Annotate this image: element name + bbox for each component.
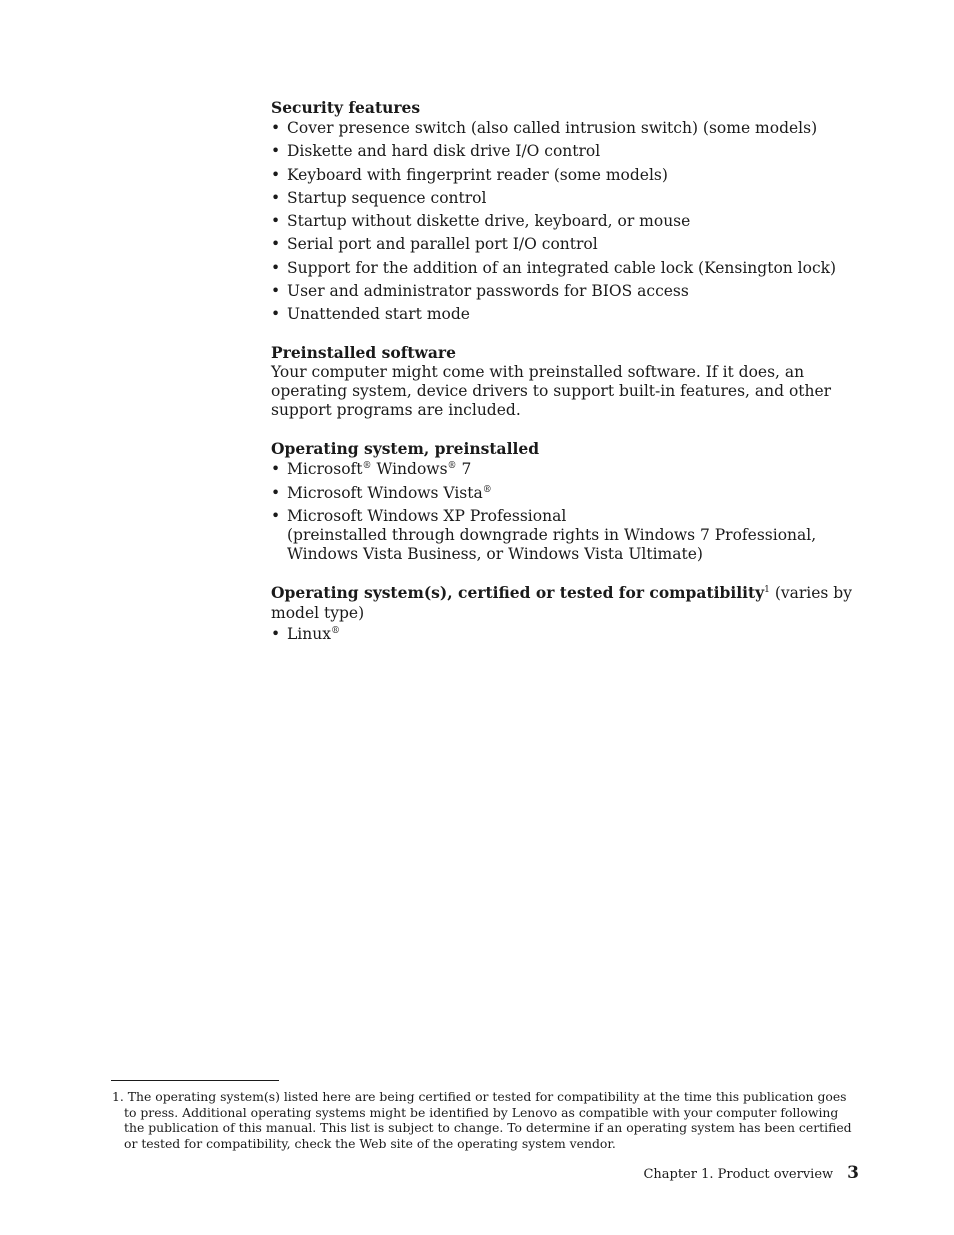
list-item: • Startup without diskette drive, keyboard, or mouse [271,212,861,231]
security-features-heading: Security features [271,98,421,117]
os-name: Linux [287,624,331,643]
main-content [271,98,861,663]
os-preinstalled-section [271,439,861,564]
os-name: Microsoft [287,460,363,479]
footnote-divider [111,1080,279,1081]
list-item [271,507,861,564]
registered-mark: ® [362,461,372,472]
os-name: Microsoft Windows XP Professional [287,506,567,525]
os-name: Microsoft Windows Vista [287,483,483,502]
list-item [271,460,861,479]
os-certified-list [271,625,861,644]
os-certified-section [271,583,861,644]
preinstalled-software-body: Your computer might come with preinstalled software. If it does, an operating system, device drivers to support built-in features, and other support programs are included. [271,363,832,420]
os-preinstalled-list [271,460,861,564]
page-number: 3 [847,1163,859,1183]
list-item [271,484,861,503]
footnote: 1. The operating system(s) listed here are being certified or tested for compatibility at the time this publication goes to press. Additional operating systems might be identified by Lenovo as compatible with your computer following the publication of this manual. This list is subject to change. To determine if an operating system has been certified or tested for compatibility, check the Web site of the operating system vendor. [112,1089,852,1151]
os-certified-heading-text: Operating system(s), certified or tested for compatibility [271,582,765,602]
os-certified-heading [271,583,861,623]
security-features-section [271,98,861,324]
list-item: • User and administrator passwords for BIOS access [271,282,861,301]
page-footer [643,1163,859,1183]
preinstalled-software-heading: Preinstalled software [271,343,456,363]
registered-mark: ® [482,484,492,495]
list-item: • Cover presence switch (also called intrusion switch) (some models) [271,119,861,138]
registered-mark: ® [330,625,340,636]
list-item: • Unattended start mode [271,305,861,324]
footnote-reference: 1 [764,584,770,595]
registered-mark: ® [447,461,457,472]
list-item: • Keyboard with fingerprint reader (some models) [271,166,861,185]
list-item [271,625,861,644]
preinstalled-software-section [271,343,861,420]
list-item: • Support for the addition of an integrated cable lock (Kensington lock) [271,259,861,278]
os-certified-suffix: (varies by model type) [271,583,852,622]
os-version: 7 [456,460,472,479]
os-name: Windows [371,460,448,479]
security-features-list [271,119,861,324]
list-item: • Serial port and parallel port I/O control [271,235,861,254]
os-note: (preinstalled through downgrade rights in Windows 7 Professional, Windows Vista Business, or Windows Vista Ultimate) [287,525,817,563]
chapter-label: Chapter 1. Product overview [643,1167,834,1182]
os-preinstalled-heading: Operating system, preinstalled [271,439,540,459]
list-item: • Startup sequence control [271,189,861,208]
list-item: • Diskette and hard disk drive I/O control [271,142,861,161]
